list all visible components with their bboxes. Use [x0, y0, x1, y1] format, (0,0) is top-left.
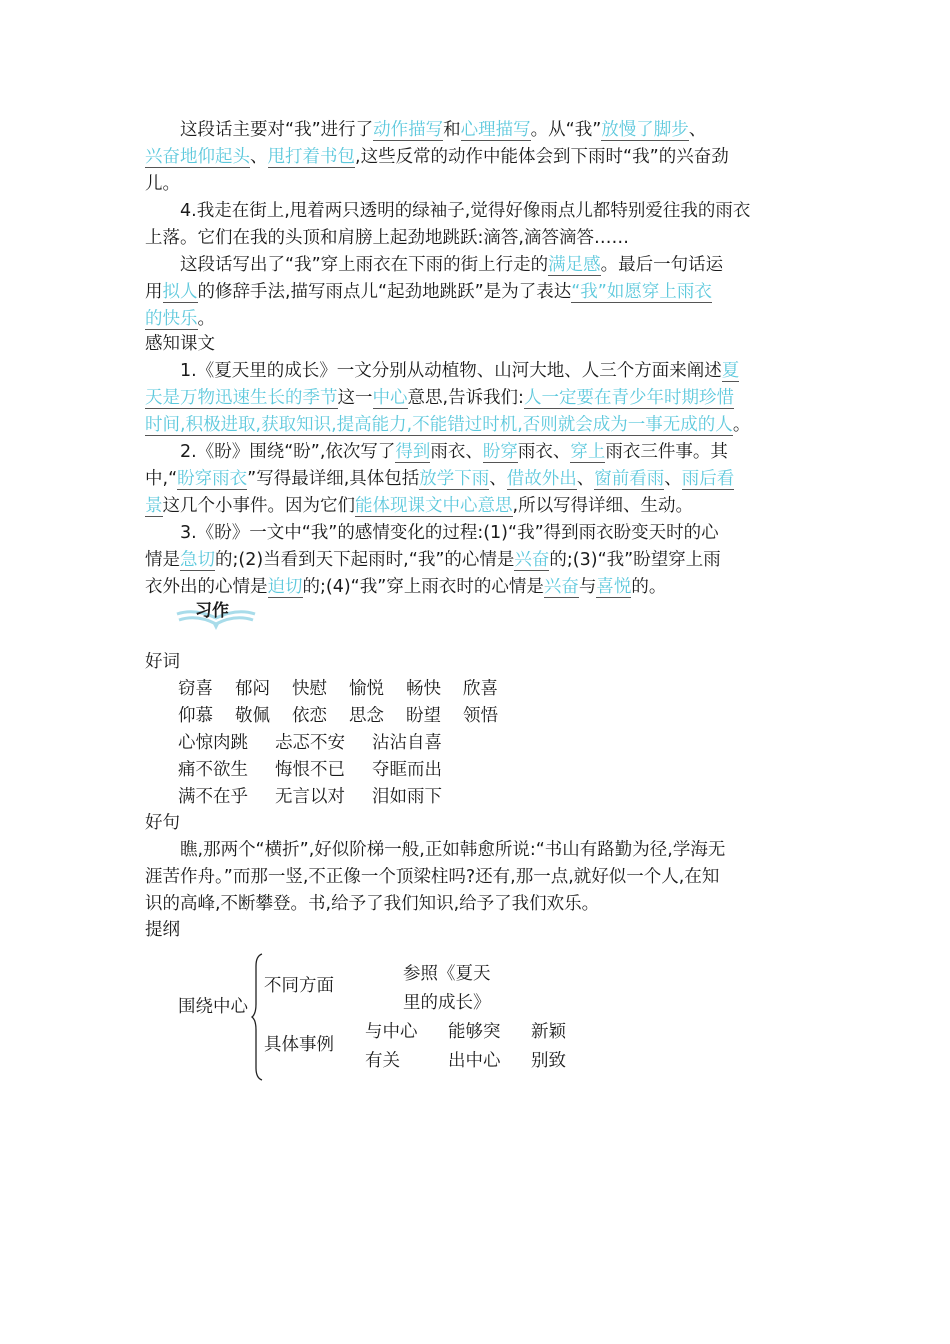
text-line — [145, 520, 805, 547]
outline-note-line: 新颖 — [531, 1022, 566, 1042]
word-row — [178, 676, 520, 703]
text-line — [145, 117, 805, 144]
answer-blank: 甩打着书包 — [267, 147, 355, 167]
good-word: 泪如雨下 — [372, 787, 442, 807]
writing-section-badge — [175, 596, 257, 632]
writing-section-title: 习作 — [195, 601, 229, 621]
answer-blank: 景 — [145, 496, 163, 516]
answer-blank: 雨后看 — [681, 469, 735, 489]
answer-blank: 急切 — [180, 550, 215, 570]
good-word: 盼望 — [406, 706, 441, 726]
good-word: 敬佩 — [235, 706, 270, 726]
answer-blank: 兴奋 — [543, 577, 579, 597]
section-heading-perceive: 感知课文 — [145, 334, 215, 354]
good-word: 夺眶而出 — [372, 760, 442, 780]
good-words-label: 好词 — [145, 652, 180, 672]
text-run: 、 — [489, 469, 507, 489]
good-word: 忐忑不安 — [275, 733, 345, 753]
text-run: 1.《夏天里的成长》一文分别从动植物、山河大地、人三个方面来阐述 — [180, 361, 722, 381]
answer-blank: 中心 — [372, 388, 408, 408]
text-line — [145, 439, 805, 466]
answer-blank: 喜悦 — [596, 577, 632, 597]
outline-note-line: 与中心 — [365, 1022, 418, 1042]
answer-blank: 夏 — [721, 361, 740, 381]
text-run: 这段话主要对“我”进行了 — [180, 120, 374, 140]
word-row — [178, 757, 520, 784]
answer-blank: 借故外出 — [506, 469, 577, 489]
answer-blank: 动作描写 — [373, 120, 444, 140]
answer-blank: 放慢了脚步 — [601, 120, 689, 140]
text-run: 上落。它们在我的头顶和肩膀上起劲地跳跃:滴答,滴答滴答…… — [145, 228, 629, 248]
good-word: 郁闷 — [235, 679, 270, 699]
text-line — [145, 493, 805, 520]
text-run: 的。 — [631, 577, 667, 597]
text-run: 与 — [578, 577, 597, 597]
text-run: ,这些反常的动作中能体会到下雨时“我”的兴奋劲 — [355, 147, 729, 167]
text-run: ,所以写得详细、生动。 — [512, 496, 694, 516]
text-run: 的;(4)“我”穿上雨衣时的心情是 — [302, 577, 544, 597]
text-run: 4.我走在街上,甩着两只透明的绿袖子,觉得好像雨点儿都特别爱往我的雨衣 — [180, 201, 751, 221]
good-word: 无言以对 — [275, 787, 345, 807]
outline-root: 围绕中心 — [178, 997, 248, 1017]
text-run: 。 — [732, 415, 751, 435]
answer-blank: 兴奋地仰起头 — [145, 147, 250, 167]
good-word: 畅快 — [406, 679, 441, 699]
answer-blank: 放学下雨 — [419, 469, 490, 489]
text-line — [145, 252, 805, 279]
text-line — [145, 466, 805, 493]
sentence-line: 识的高峰,不断攀登。书,给予了我们知识,给予了我们欢乐。 — [145, 894, 600, 914]
answer-blank: 穿上 — [570, 442, 606, 462]
answer-blank: 得到 — [395, 442, 431, 462]
good-word: 愉悦 — [349, 679, 384, 699]
good-word: 思念 — [349, 706, 384, 726]
perceive-text — [145, 358, 805, 601]
good-word: 欣喜 — [463, 679, 498, 699]
text-run: 、 — [250, 147, 268, 167]
sentence-line: 瞧,那两个“横折”,好似阶梯一般,正如韩愈所说:“书山有路勤为径,学海无 — [180, 840, 726, 860]
outline-note-line: 出中心 — [448, 1051, 501, 1071]
answer-blank: 天是万物迅速生长的季节 — [145, 388, 338, 408]
answer-blank: 满足感 — [548, 255, 601, 275]
text-line — [145, 547, 805, 574]
word-row — [178, 784, 520, 811]
text-run: 、 — [576, 469, 595, 489]
answer-blank: 人一定要在青少年时期珍惜 — [523, 388, 734, 408]
good-word: 依恋 — [292, 706, 327, 726]
text-run: ”写得最详细,具体包括 — [247, 469, 420, 489]
text-line — [145, 358, 805, 385]
answer-blank: 盼穿雨衣 — [177, 469, 248, 489]
good-word: 领悟 — [463, 706, 498, 726]
answer-blank: 心理描写 — [460, 120, 531, 140]
reading-analysis — [145, 117, 805, 333]
text-line — [145, 385, 805, 412]
good-word: 快慰 — [292, 679, 327, 699]
text-run: 3.《盼》一文中“我”的感情变化的过程:(1)“我”得到雨衣盼变天时的心 — [180, 523, 719, 543]
text-run: 这一 — [337, 388, 373, 408]
text-run: 、 — [688, 120, 707, 140]
answer-blank: 兴奋 — [514, 550, 550, 570]
text-line — [145, 144, 805, 171]
text-run: 这段话写出了“我”穿上雨衣在下雨的街上行走的 — [180, 255, 549, 275]
good-word: 心惊肉跳 — [178, 733, 248, 753]
text-run: 用 — [145, 282, 163, 302]
text-line — [145, 171, 805, 198]
text-run: 的;(2)当看到天下起雨时,“我”的心情是 — [215, 550, 515, 570]
outline-note-line: 有关 — [365, 1051, 400, 1071]
text-run: 这几个小事件。因为它们 — [162, 496, 355, 516]
text-run: 和 — [443, 120, 461, 140]
text-line — [145, 306, 805, 333]
good-sentence-text — [145, 837, 805, 918]
text-run: 2.《盼》围绕“盼”,依次写了 — [180, 442, 396, 462]
good-word: 满不在乎 — [178, 787, 248, 807]
text-run: 雨衣、 — [517, 442, 571, 462]
text-run: 的修辞手法,描写雨点儿“起劲地跳跃”是为了表达 — [197, 282, 572, 302]
answer-blank: 迫切 — [267, 577, 303, 597]
answer-blank: 的快乐 — [145, 309, 198, 329]
good-word: 痛不欲生 — [178, 760, 248, 780]
text-line — [145, 279, 805, 306]
answer-blank: “我”如愿穿上雨衣 — [571, 282, 712, 302]
outline-note-line: 能够突 — [448, 1022, 501, 1042]
text-run: 儿。 — [145, 174, 180, 194]
good-word: 沾沾自喜 — [372, 733, 442, 753]
outline-branch-aspects: 不同方面 — [264, 976, 334, 996]
good-word: 悔恨不已 — [275, 760, 345, 780]
text-line — [145, 225, 805, 252]
word-row — [178, 730, 520, 757]
text-run: 。从“我” — [530, 120, 602, 140]
outline-branch-examples: 具体事例 — [264, 1035, 334, 1055]
answer-blank: 窗前看雨 — [594, 469, 665, 489]
outline-label: 提纲 — [145, 920, 180, 940]
text-run: 意思,告诉我们: — [407, 388, 524, 408]
text-run: 雨衣、 — [430, 442, 483, 462]
good-sentence-label: 好句 — [145, 813, 180, 833]
answer-blank: 能体现课文中心意思 — [355, 496, 513, 516]
outline-note-line: 里的成长》 — [403, 993, 491, 1013]
good-words-list — [178, 676, 520, 811]
text-run: 衣外出的心情是 — [145, 577, 268, 597]
good-word: 仰慕 — [178, 706, 213, 726]
text-line — [145, 412, 805, 439]
word-row — [178, 703, 520, 730]
outline-note-line: 参照《夏天 — [403, 964, 491, 984]
text-run: 。最后一句话运 — [600, 255, 724, 275]
text-run: 。 — [197, 309, 215, 329]
text-line — [145, 198, 805, 225]
answer-blank: 拟人 — [162, 282, 198, 302]
good-word: 窃喜 — [178, 679, 213, 699]
text-run: 的;(3)“我”盼望穿上雨 — [549, 550, 721, 570]
text-run: 中,“ — [145, 469, 178, 489]
text-run: 、 — [664, 469, 682, 489]
outline-note-line: 别致 — [531, 1051, 566, 1071]
answer-blank: 时间,积极进取,获取知识,提高能力,不能错过时机,否则就会成为一事无成的人 — [145, 415, 733, 435]
answer-blank: 盼穿 — [482, 442, 518, 462]
text-run: 情是 — [145, 550, 180, 570]
sentence-line: 涯苦作舟。”而那一竖,不正像一个顶梁柱吗?还有,那一点,就好似一个人,在知 — [145, 867, 720, 887]
text-run: 雨衣三件事。其 — [605, 442, 728, 462]
